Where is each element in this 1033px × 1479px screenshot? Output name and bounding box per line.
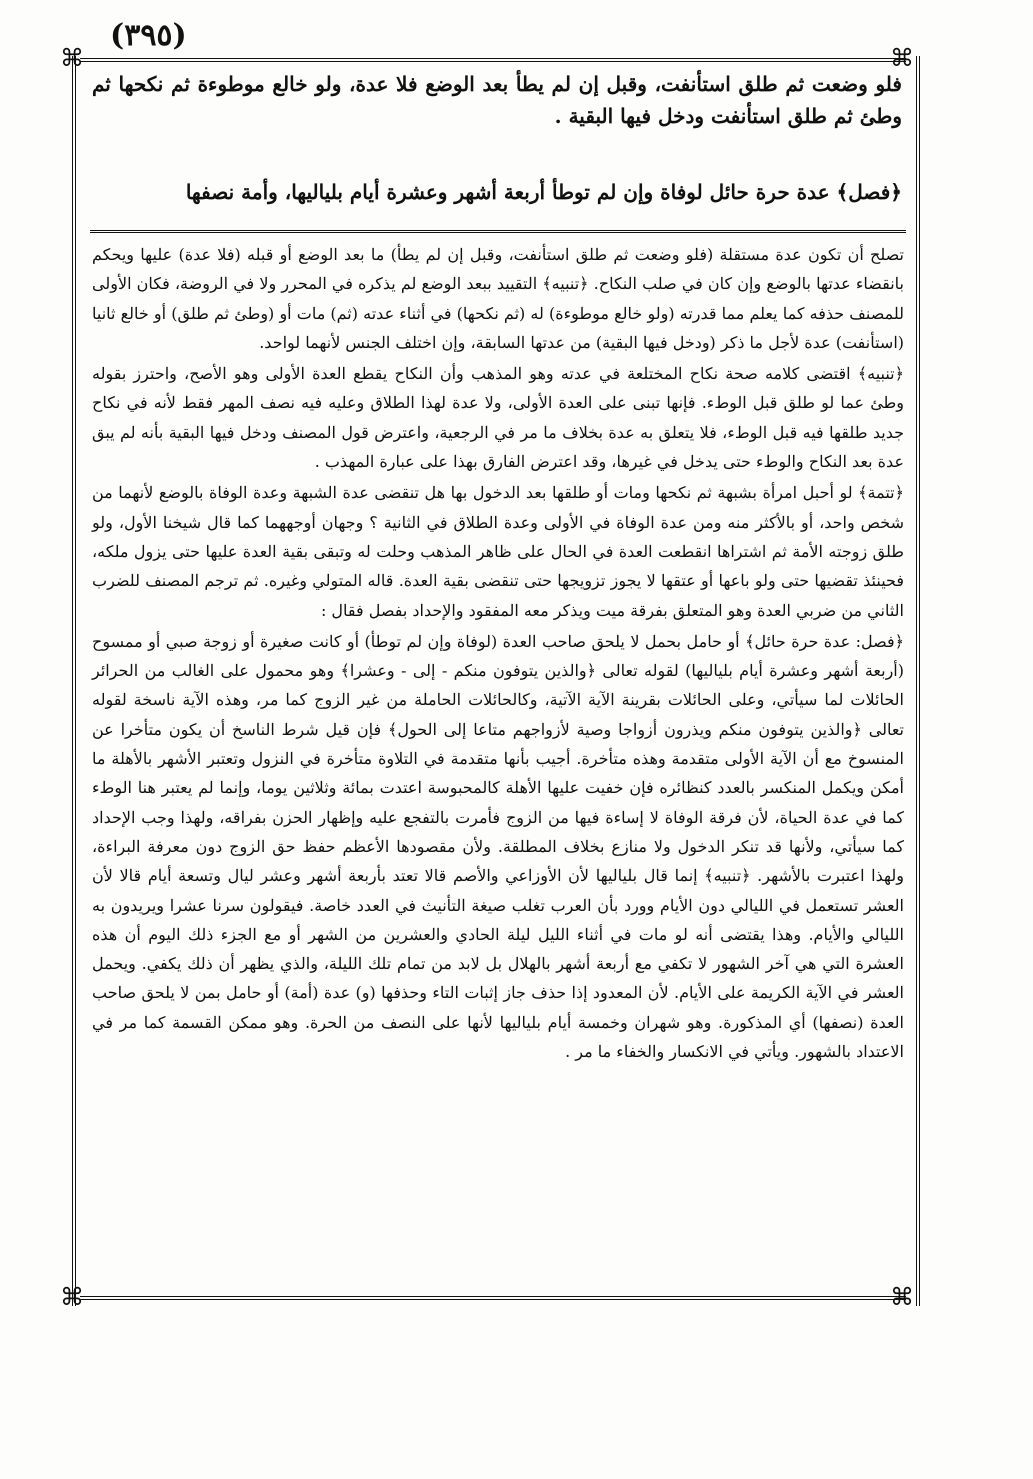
page-number: (٣٩٥) bbox=[110, 18, 187, 53]
bottom-rule bbox=[80, 1296, 906, 1300]
commentary-paragraph: ﴿تتمة﴾ لو أحبل امرأة بشبهة ثم نكحها ومات أو طلقها بعد الدخول بها هل تنقضى عدة الشبهة وعدة الوفاة بالوضع لأنهما من شخص واحد، أو بالأكثر منه ومن عدة الوفاة في الأولى وعدة الطلاق في الثانية ؟ وجهان أوجههما كما قال شيخنا الأول، ولو طلق زوجته الأمة ثم اشتراها انقطعت العدة في الحال على ظاهر المذهب وحلت له وتبقى بقية العدة عليها حتى يزول ملكه، فحينئذ تقضيها حتى ولو باعها أو عتقها لا يجوز تزويجها حتى تنقضى بقية العدة. قاله المتولي وغيره. ثم ترجم المصنف للضرب الثاني من ضربي العدة وهو المتعلق بفرقة ميت ويذكر معه المفقود والإحداد بفصل فقال : bbox=[92, 483, 905, 620]
main-text-block bbox=[92, 68, 902, 138]
corner-ornament-icon: ⌘ bbox=[890, 1283, 914, 1311]
commentary-block bbox=[92, 240, 904, 1066]
top-rule bbox=[80, 58, 906, 62]
main-text-paragraph: فلو وضعت ثم طلق استأنفت، وقبل إن لم يطأ بعد الوضع فلا عدة، ولو خالع موطوءة ثم نكحها ثم وطئ ثم طلق استأنفت ودخل فيها البقية . bbox=[92, 72, 902, 128]
section-heading: ﴿فصل﴾ عدة حرة حائل لوفاة وإن لم توطأ أربعة أشهر وعشرة أيام بلياليها، وأمة نصفها bbox=[185, 180, 902, 204]
corner-ornament-icon: ⌘ bbox=[60, 44, 84, 72]
commentary-paragraph: ﴿تنبيه﴾ اقتضى كلامه صحة نكاح المختلعة في عدته وهو المذهب وأن النكاح يقطع العدة الأولى وهو الأصح، واحترز بقوله وطئ عما لو طلق قبل الوطء. فإنها تبنى على العدة الأولى، ولا عدة لهذا الطلاق وعليه فيه نصف المهر فقط لأنه في نكاح جديد طلقها فيه قبل الوطء، فلا يتعلق به عدة بخلاف ما مر في الرجعية، واعترض قول المصنف ودخل فيها البقية بأنه لم يبق عدة بعد النكاح والوطء حتى يدخل في غيرها، وقد اعترض الفارق بهذا على عبارة المهذب . bbox=[92, 364, 905, 472]
corner-ornament-icon: ⌘ bbox=[890, 44, 914, 72]
commentary-paragraph: تصلح أن تكون عدة مستقلة (فلو وضعت ثم طلق استأنفت، وقبل إن لم يطأ) ما بعد الوضع أو قبله (فلا عدة) عليها ويحكم بانقضاء عدتها بالوضع وإن كان في صلب النكاح. ﴿تنبيه﴾ التقييد ببعد الوضع لم يذكره في المحرر ولا في الروضة، فكان الأولى للمصنف حذفه كما يعلم مما قدرته (ولو خالع موطوءة) له (ثم نكحها) في أثناء عدته (ثم) مات أو (وطئ ثم طلق) أو خالع ثانيا (استأنفت) عدة لأجل ما ذكر (ودخل فيها البقية) من عدتها السابقة، وإن اختلف الجنس لأنهما لواحد. bbox=[92, 245, 905, 352]
commentary-paragraph: ﴿فصل: عدة حرة حائل﴾ أو حامل بحمل لا يلحق صاحب العدة (لوفاة وإن لم توطأ) أو كانت صغيرة أو زوجة صبي أو ممسوح (أربعة أشهر وعشرة أيام بلياليها) لقوله تعالى ﴿والذين يتوفون منكم - إلى - وعشرا﴾ وهو محمول على الغالب من الحرائر الحائلات لما سيأتي، وعلى الحائلات بقرينة الآية الآتية، وكالحائلات الحاملة من غير الزوج كما مر، وهذه الآية ناسخة لقوله تعالى ﴿والذين يتوفون منكم ويذرون أزواجا وصية لأزواجهم متاعا إلى الحول﴾ فإن قيل شرط الناسخ أن يكون متأخرا عن المنسوخ مع أن الآية الأولى متقدمة وهذه متأخرة. أجيب بأنها متقدمة في التلاوة متأخرة في النزول وتعتبر الأشهر بالأهلة ما أمكن ويكمل المنكسر بالعدد كنظائره فإن خفيت عليها الأهلة كالمحبوسة اعتدت بمائة وثلاثين يوما، وإنما لم يعتبر هنا الوطء كما في عدة الحياة، لأن فرقة الوفاة لا إساءة فيها من الزوج فأمرت بالتفجع عليه وإظهار الحزن بفراقه، ولهذا وجب الإحداد كما سيأتي، ولأنها قد تنكر الدخول ولا منازع بخلاف المطلقة. ولأن مقصودها الأعظم حفظ حق الزوج دون معرفة البراءة، ولهذا اعتبرت بالأشهر. ﴿تنبيه﴾ إنما قال بلياليها لأن الأوزاعي والأصم قالا تعتد بأربعة أشهر وعشر ليال وتسعة أيام قالا لأن العشر تستعمل في الليالي دون الأيام وورد بأن العرب تغلب صيغة التأنيث في العدد خاصة. فيقولون سرنا عشرا ويريدون به الليالي والأيام. وهذا يقتضى أنه لو مات في أثناء الليل ليلة الحادي والعشرين من الشهر أو مع الجزء ذلك اليوم أن هذه العشرة التي هي آخر الشهور لا تكفي مع أربعة أشهر بالهلال بل لابد من تمام تلك الليلة، والذي يظهر أن ذلك يكفي. ويحمل العشر في الآية الكريمة على الأيام. لأن المعدود إذا حذف جاز إثبات التاء وحذفها (و) عدة (أمة) أو حامل بمن لا يلحق صاحب العدة (نصفها) أي المذكورة. وهو شهران وخمسة أيام بلياليها لأنها على النصف من الحرة. وهو ممكن القسمة كما مر في الاعتداد بالشهور. ويأتي في الانكسار والخفاء ما مر . bbox=[92, 631, 905, 1062]
matn-sharh-divider bbox=[90, 230, 906, 233]
corner-ornament-icon: ⌘ bbox=[60, 1283, 84, 1311]
